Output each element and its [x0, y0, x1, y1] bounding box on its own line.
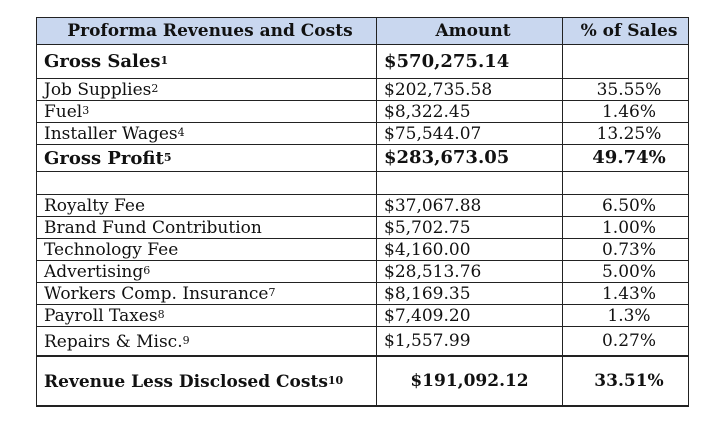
row-percent: 1.00%	[563, 217, 689, 239]
table-row	[37, 123, 689, 145]
spacer-cell	[563, 172, 689, 195]
spacer-row	[37, 172, 689, 195]
footnote-ref: 8	[157, 308, 165, 321]
row-percent: 6.50%	[563, 195, 689, 217]
row-amount: $8,322.45	[377, 101, 563, 123]
row-label: Advertising$^6$	[37, 261, 377, 283]
row-amount: $1,557.99	[377, 327, 563, 357]
revenue-less-costs-percent: 33.51%	[563, 356, 689, 406]
gross-sales-label: Gross Sales$^1$	[37, 45, 377, 79]
row-amount: $75,544.07	[377, 123, 563, 145]
revenue-less-costs-row	[37, 356, 689, 406]
header-row	[37, 18, 689, 45]
row-amount: $37,067.88	[377, 195, 563, 217]
row-label: Workers Comp. Insurance$^7$	[37, 283, 377, 305]
row-percent: 0.73%	[563, 239, 689, 261]
row-percent: 13.25%	[563, 123, 689, 145]
row-amount: $28,513.76	[377, 261, 563, 283]
gross-profit-label: Gross Profit$^5$	[37, 145, 377, 172]
row-amount: $202,735.58	[377, 79, 563, 101]
table-row	[37, 79, 689, 101]
row-amount: $4,160.00	[377, 239, 563, 261]
gross-sales-percent	[563, 45, 689, 79]
header-percent: % of Sales	[563, 18, 689, 45]
row-label: Payroll Taxes$^8$	[37, 305, 377, 327]
spacer-cell	[377, 172, 563, 195]
table-row	[37, 101, 689, 123]
row-percent: 0.27%	[563, 327, 689, 357]
footnote-ref: 5	[163, 150, 172, 164]
header-amount: Amount	[377, 18, 563, 45]
row-amount: $8,169.35	[377, 283, 563, 305]
footnote-ref: 7	[268, 286, 276, 299]
row-percent: 1.43%	[563, 283, 689, 305]
table-row	[37, 261, 689, 283]
footnote-ref: 2	[151, 82, 159, 95]
table-row	[37, 217, 689, 239]
header-label: Proforma Revenues and Costs	[37, 18, 377, 45]
row-label: Job Supplies$^2$	[37, 79, 377, 101]
table-row	[37, 195, 689, 217]
table-row	[37, 305, 689, 327]
row-percent: 1.46%	[563, 101, 689, 123]
gross-profit-amount: $283,673.05	[377, 145, 563, 172]
row-label: Installer Wages$^4$	[37, 123, 377, 145]
row-percent: 35.55%	[563, 79, 689, 101]
row-amount: $5,702.75	[377, 217, 563, 239]
row-label: Royalty Fee	[37, 195, 377, 217]
table-row	[37, 283, 689, 305]
row-label: Brand Fund Contribution	[37, 217, 377, 239]
proforma-table	[36, 17, 689, 407]
row-percent: 1.3%	[563, 305, 689, 327]
gross-profit-row	[37, 145, 689, 172]
row-amount: $7,409.20	[377, 305, 563, 327]
table-row	[37, 327, 689, 357]
row-label: Technology Fee	[37, 239, 377, 261]
row-label: Fuel$^3$	[37, 101, 377, 123]
revenue-less-costs-amount: $191,092.12	[377, 356, 563, 406]
gross-sales-amount: $570,275.14	[377, 45, 563, 79]
footnote-ref: 9	[182, 333, 190, 347]
footnote-ref: 1	[160, 54, 169, 67]
gross-sales-row	[37, 45, 689, 79]
spacer-cell	[37, 172, 377, 195]
footnote-ref: 3	[82, 104, 90, 117]
gross-profit-percent: 49.74%	[563, 145, 689, 172]
footnote-ref: 4	[177, 126, 185, 139]
footnote-ref: 10	[327, 373, 344, 387]
row-percent: 5.00%	[563, 261, 689, 283]
revenue-less-costs-label: Revenue Less Disclosed Costs$^{10}$	[37, 356, 377, 406]
footnote-ref: 6	[143, 264, 151, 277]
table-row	[37, 239, 689, 261]
row-label: Repairs & Misc.$^9$	[37, 327, 377, 357]
